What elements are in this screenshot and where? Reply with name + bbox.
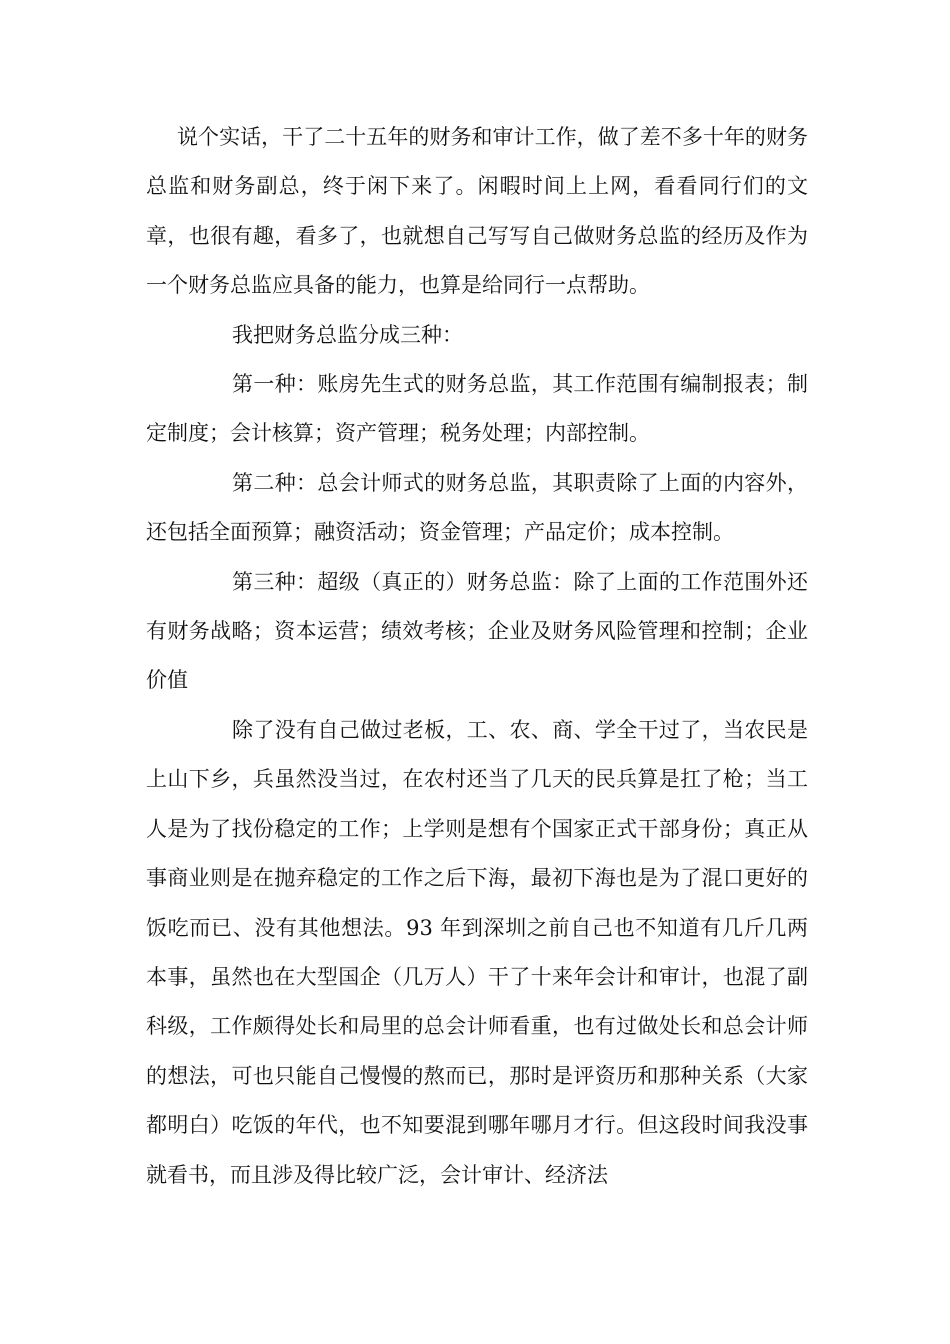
paragraph-background: 除了没有自己做过老板，工、农、商、学全干过了，当农民是上山下乡，兵虽然没当过，在农村还当了几天的民兵算是扛了枪；当工人是为了找份稳定的工作；上学则是想有个国家正式干部身份；真正从事商业则是在抛弃稳定的工作之后下海，最初下海也是为了混口更好的饭吃而已、没有其他想法。93 年到深圳之前自己也不知道有几斤几两本事，虽然也在大型国企（几万人）干了十来年会计和审计，也混了副科级，工作颇得处长和局里的总会计师看重，也有过做处长和总会计师的想法，可也只能自己慢慢的熬而已，那时是评资历和那种关系（大家都明白）吃饭的年代，也不知要混到哪年哪月才行。但这段时间我没事就看书，而且涉及得比较广泛，会计审计、经济法 bbox=[146, 717, 808, 1187]
document-body bbox=[146, 113, 808, 1200]
paragraph-type-three: 第三种：超级（真正的）财务总监：除了上面的工作范围外还有财务战略；资本运营；绩效考核；企业及财务风险管理和控制；企业价值 bbox=[146, 569, 808, 693]
paragraph-intro: 说个实话，干了二十五年的财务和审计工作，做了差不多十年的财务总监和财务副总，终于闲下来了。闲暇时间上上网，看看同行们的文章，也很有趣，看多了，也就想自己写写自己做财务总监的经历及作为一个财务总监应具备的能力，也算是给同行一点帮助。 bbox=[146, 125, 808, 298]
paragraph-type-two: 第二种：总会计师式的财务总监，其职责除了上面的内容外，还包括全面预算；融资活动；资金管理；产品定价；成本控制。 bbox=[146, 470, 808, 545]
paragraph-categories-heading: 我把财务总监分成三种： bbox=[232, 322, 463, 347]
paragraph-type-one: 第一种：账房先生式的财务总监，其工作范围有编制报表；制定制度；会计核算；资产管理；税务处理；内部控制。 bbox=[146, 372, 808, 446]
